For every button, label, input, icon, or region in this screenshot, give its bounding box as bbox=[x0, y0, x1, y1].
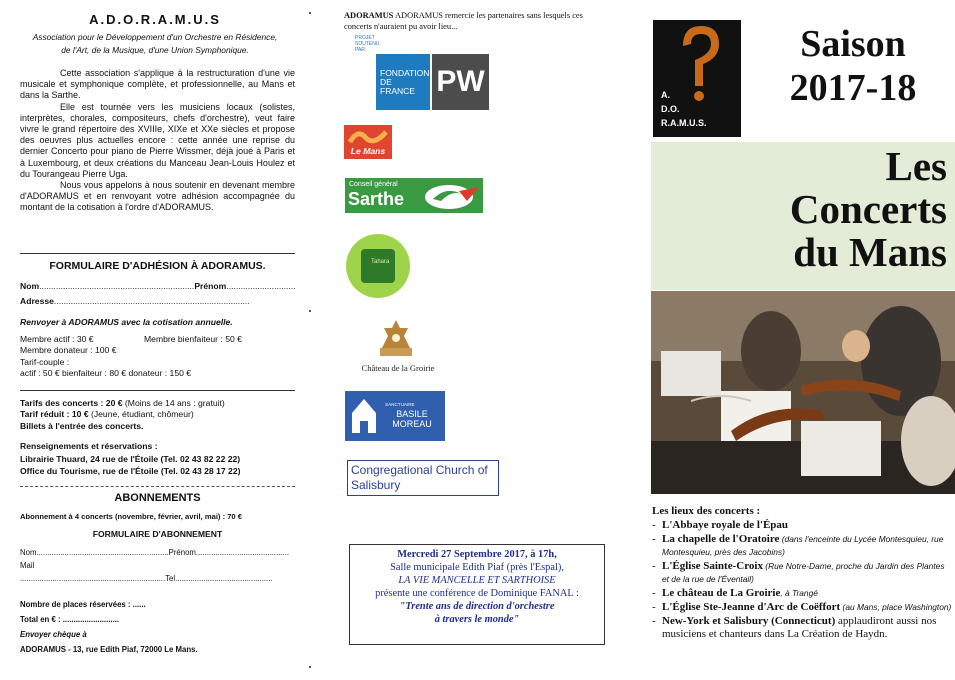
name-line[interactable]: Nom.................................................................Prénom............................. bbox=[20, 281, 296, 291]
logo-text-3: R.A.M.U.S. bbox=[661, 118, 707, 128]
abonnements-title: ABONNEMENTS bbox=[114, 492, 201, 504]
intro-para-2: Elle est tournée vers les musiciens locaux (solistes, interprètes, chorales, compositeurs, chefs d'orchestre), veut faire vivre le grand répertoire des XVIIIe, XIXe et XXe siècles et propose des oeuvres plus actuelles encore : cette année une reprise du dernier Concerto pour piano de Pierre Wissmer, déjà joué à Paris et à Luxembourg, et deux créations du Manceau Jean-Louis Houlez et du Tourangeau Pierre Uga. bbox=[20, 101, 295, 179]
renvoyer-text: Renvoyer à ADORAMUS avec la cotisation annuelle. bbox=[20, 317, 233, 327]
fold-mark bbox=[309, 12, 311, 14]
venue-item bbox=[652, 519, 952, 532]
venue-bullet: - bbox=[652, 615, 656, 627]
event-box bbox=[349, 544, 605, 645]
basile-moreau-logo bbox=[345, 391, 445, 441]
title-les: Les bbox=[885, 143, 947, 189]
venue-name: L'Église Ste-Jeanne d'Arc de Coëffort bbox=[662, 601, 841, 613]
venues-title: Les lieux des concerts : bbox=[652, 505, 761, 517]
left-panel bbox=[0, 0, 305, 680]
tarif-reduit-note: (Jeune, étudiant, chômeur) bbox=[88, 409, 194, 420]
sarthe-logo bbox=[345, 178, 483, 213]
sanctuaire-text: SANCTUAIRE bbox=[385, 402, 415, 407]
abo-nom-label: Nom bbox=[20, 548, 37, 557]
subtitle-line-1: Association pour le Développement d'un Orchestre en Résidence, bbox=[32, 32, 278, 42]
divider bbox=[20, 486, 295, 487]
tahara-logo bbox=[346, 234, 410, 298]
abonnement-form-title: FORMULAIRE D'ABONNEMENT bbox=[92, 529, 223, 539]
nb-places: Nombre de places réservées : ...... bbox=[20, 600, 146, 609]
basile-text: BASILE MOREAU bbox=[392, 409, 432, 429]
event-title-line-1: "Trente ans de direction d'orchestre bbox=[399, 601, 555, 612]
office-contact: Office du Tourisme, rue de l'Étoile (Tel. 02 43 28 17 22) bbox=[20, 465, 241, 476]
abonnement-form[interactable]: Nom.............................................................Prénom........................................... Mail ...................................................................Tel............................................. bbox=[20, 546, 300, 585]
event-date: Mercredi 27 Septembre 2017, à 17h, bbox=[397, 549, 557, 560]
abo-prenom-label: Prénom bbox=[168, 548, 196, 557]
venue-bullet: - bbox=[652, 560, 656, 572]
venue-name: L'Église Sainte-Croix bbox=[662, 560, 763, 572]
adoramus-logo bbox=[653, 20, 741, 137]
congregational-church-logo: Congregational Church of Salisbury bbox=[347, 460, 499, 496]
reservations-block bbox=[20, 441, 305, 477]
order-block bbox=[20, 597, 300, 657]
saison-text: Saison bbox=[800, 23, 906, 65]
venue-name: New-York et Salisbury (Connecticut) bbox=[662, 615, 836, 627]
venue-note: , à Trangé bbox=[780, 588, 818, 598]
venue-note: (au Mans, place Washington) bbox=[840, 602, 952, 612]
intro-para-1: Cette association s'applique à la restructuration d'une vie musicale et symphonique complète, et professionnelle, au Mans et dans la Sarthe. bbox=[20, 68, 295, 101]
event-place: Salle municipale Edith Piaf (près l'Espal), bbox=[390, 562, 564, 573]
venue-item bbox=[652, 533, 952, 559]
sarthe-emblem-icon bbox=[423, 181, 481, 210]
venue-item bbox=[652, 587, 952, 600]
tahara-text: Tahara bbox=[371, 259, 390, 265]
venue-bullet: - bbox=[652, 519, 656, 531]
fold-mark bbox=[309, 310, 311, 312]
venue-note: applaudiront aussi nos musiciens et chanteurs dans La Création de Haydn. bbox=[662, 615, 937, 640]
le-mans-logo bbox=[344, 125, 392, 159]
le-mans-text: Le Mans bbox=[350, 146, 386, 156]
rate-bienfaiteur: Membre bienfaiteur : 50 € bbox=[144, 334, 242, 344]
chateau-crest-icon bbox=[374, 318, 418, 360]
fold-mark bbox=[309, 666, 311, 668]
tarifs-note: (Moins de 14 ans : gratuit) bbox=[122, 398, 225, 408]
divider bbox=[20, 390, 295, 391]
partners-thanks: ADORAMUS ADORAMUS remercie les partenaires sans lesquels ces concerts n'auraient pu avoir lieu... bbox=[344, 11, 583, 31]
title-concerts: Concerts bbox=[789, 186, 947, 232]
adresse-label: Adresse bbox=[20, 296, 54, 306]
nom-label: Nom bbox=[20, 281, 40, 291]
subtitle-line-2: de l'Art, de la Musique, d'une Union Symphonique. bbox=[61, 45, 249, 55]
total: Total en € : .......................... bbox=[20, 615, 120, 624]
venue-name: L'Abbaye royale de l'Épau bbox=[662, 519, 789, 531]
chapel-icon bbox=[350, 397, 378, 435]
venue-bullet: - bbox=[652, 533, 656, 545]
abo-mail-label: Mail bbox=[20, 561, 35, 570]
orchestra-photo bbox=[651, 291, 955, 494]
abo-tel-label: Tel bbox=[165, 574, 176, 583]
pw-text: PW bbox=[436, 65, 485, 98]
partners-panel bbox=[315, 0, 635, 680]
divider bbox=[20, 253, 295, 254]
association-title: A.D.O.R.A.M.U.S bbox=[89, 12, 221, 27]
sarthe-text: Sarthe bbox=[348, 189, 405, 209]
event-title-line-2: à travers le monde" bbox=[434, 614, 520, 625]
venue-note: (Rue Notre-Dame, proche du Jardin des Plantes et de la rue de l'Éventail) bbox=[662, 561, 945, 584]
venues-section bbox=[652, 505, 952, 641]
thanks-text: ADORAMUS remercie les partenaires sans lesquels ces concerts n'auraient pu avoir lieu... bbox=[344, 11, 583, 31]
rate-couple-label: Tarif-couple : bbox=[20, 356, 70, 367]
membership-rates bbox=[20, 334, 295, 380]
rate-actif: Membre actif : 30 € bbox=[20, 334, 94, 344]
abonnement-4: Abonnement à 4 concerts (novembre, février, avril, mai) : 70 € bbox=[20, 512, 242, 521]
association-subtitle bbox=[10, 31, 300, 57]
conseil-text: Conseil général bbox=[349, 181, 398, 188]
tarif-reduit-label: Tarif réduit : 10 € bbox=[20, 409, 89, 420]
prenom-label: Prénom bbox=[194, 281, 227, 291]
venues-list bbox=[652, 519, 952, 641]
cover-panel bbox=[648, 0, 955, 680]
season-heading bbox=[758, 22, 948, 110]
tahara-emblem bbox=[361, 249, 395, 283]
venue-name: Le château de La Groirie bbox=[662, 587, 781, 599]
tarifs-block bbox=[20, 398, 295, 432]
venue-item bbox=[652, 601, 952, 614]
rate-donateur: Membre donateur : 100 € bbox=[20, 345, 117, 356]
concerts-title-block bbox=[651, 142, 955, 290]
projet-soutenu: PROJET SOUTENU PAR bbox=[355, 35, 380, 53]
fondation-de-france-logo bbox=[376, 54, 430, 110]
season-year: 2017-18 bbox=[789, 67, 917, 109]
librairie-contact: Librairie Thuard, 24 rue de l'Étoile (Tel. 02 43 82 22 22) bbox=[20, 454, 241, 465]
tarifs-label: Tarifs des concerts : 20 € bbox=[20, 398, 123, 408]
title-du-mans: du Mans bbox=[793, 229, 947, 275]
logo-text-2: D.O. bbox=[661, 104, 680, 114]
adresse-envoi: ADORAMUS - 13, rue Edith Piaf, 72000 Le Mans. bbox=[20, 645, 198, 654]
le-mans-wave-icon bbox=[348, 128, 388, 146]
event-presents: présente une conférence de Dominique FANAL : bbox=[375, 588, 579, 599]
venue-item bbox=[652, 615, 952, 641]
event-org: LA VIE MANCELLE ET SARTHOISE bbox=[398, 575, 556, 586]
venue-bullet: - bbox=[652, 601, 656, 613]
logo-text-1: A. bbox=[661, 90, 670, 100]
fondation-text: FONDATION DE FRANCE bbox=[380, 67, 430, 96]
venue-bullet: - bbox=[652, 587, 656, 599]
billets-text: Billets à l'entrée des concerts. bbox=[20, 420, 144, 431]
intro-text bbox=[20, 68, 295, 214]
pw-logo bbox=[432, 54, 489, 110]
envoyer-text: Envoyer chèque à bbox=[20, 630, 87, 639]
rate-couple-values: actif : 50 € bienfaiteur : 80 € donateur : 150 € bbox=[20, 368, 192, 379]
intro-para-3: Nous vous appelons à nous soutenir en devenant membre d'ADORAMUS et en renvoyant votre adhésion accompagnée du montant de la cotisation à l'ordre d'ADORAMUS. bbox=[20, 180, 295, 213]
renseignements-label: Renseignements et réservations : bbox=[20, 441, 158, 451]
membership-form-title: FORMULAIRE D'ADHÉSION À ADORAMUS. bbox=[49, 260, 266, 272]
venue-note: (dans l'enceinte du Lycée Montesquieu, rue Montesquieu, près des Jacobins) bbox=[662, 534, 944, 557]
venue-name: La chapelle de l'Oratoire bbox=[662, 533, 780, 545]
address-line[interactable]: Adresse.................................................................................. bbox=[20, 296, 250, 306]
venue-item bbox=[652, 560, 952, 586]
violin-scroll-icon bbox=[673, 24, 723, 102]
chateau-name: Château de la Groirie bbox=[361, 363, 435, 373]
